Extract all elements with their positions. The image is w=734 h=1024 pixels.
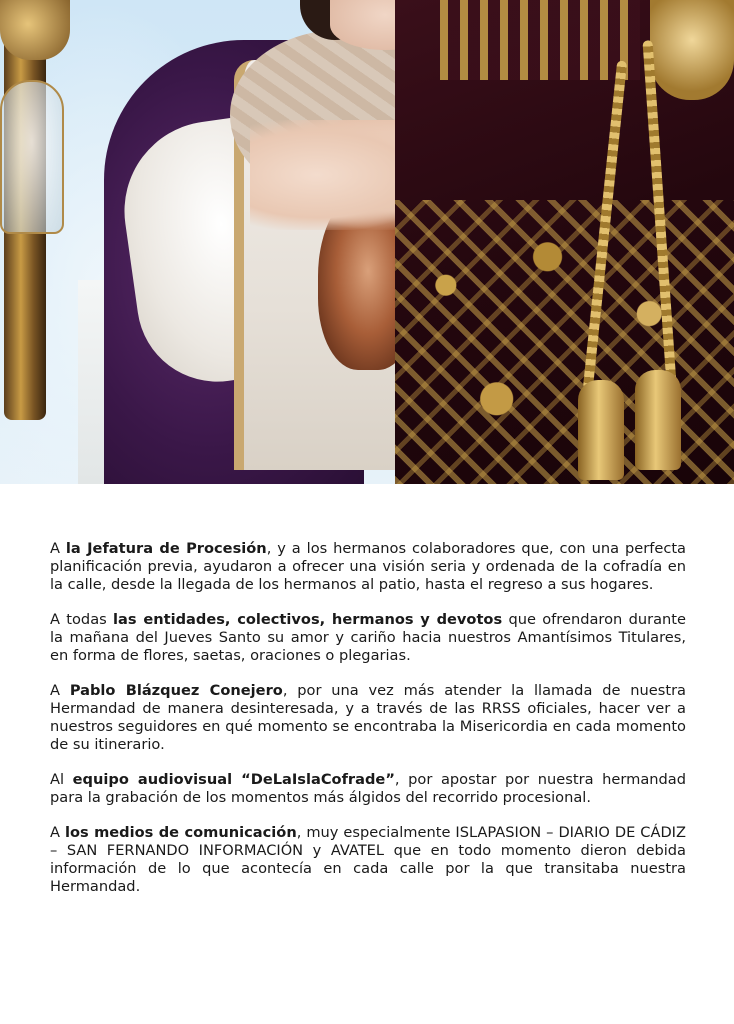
paragraph: A todas las entidades, colectivos, hermanos y devotos que ofrendaron durante la mañana del Jueves Santo su amor y cariño hacia nuestros Amantísimos Titulares, en forma de flores, saetas, oraciones o plegarias. bbox=[50, 611, 686, 664]
bold-highlight: equipo audiovisual “DeLaIslaCofrade” bbox=[72, 771, 395, 788]
bold-highlight: la Jefatura de Procesión bbox=[65, 540, 267, 557]
bold-highlight: los medios de comunicación bbox=[64, 824, 297, 841]
gold-tassel bbox=[578, 380, 624, 480]
gold-tassel bbox=[635, 370, 681, 470]
acknowledgements-text bbox=[50, 540, 686, 913]
bold-highlight: Pablo Blázquez Conejero bbox=[69, 682, 283, 699]
paragraph: A Pablo Blázquez Conejero, por una vez más atender la llamada de nuestra Hermandad de manera desinteresada, y a través de las RRSS oficiales, hacer ver a nuestros seguidores en qué momento se encontraba la Misericordia en cada momento de su itinerario. bbox=[50, 682, 687, 753]
gold-ornament bbox=[650, 0, 734, 100]
embroidery-border bbox=[440, 0, 640, 80]
lantern-glass bbox=[0, 80, 64, 234]
processional-photo bbox=[0, 0, 734, 484]
paragraph: A la Jefatura de Procesión, y a los hermanos colaboradores que, con una perfecta planificación previa, ayudaron a ofrecer una visión seria y ordenada de la cofradía en la calle, desde la llegada de los hermanos al patio, hasta el regreso a sus hogares. bbox=[50, 540, 687, 593]
gold-embroidery bbox=[395, 200, 734, 484]
paragraph: Al equipo audiovisual “DeLaIslaCofrade”, por apostar por nuestra hermandad para la grabación de los momentos más álgidos del recorrido procesional. bbox=[50, 771, 687, 806]
bold-highlight: las entidades, colectivos, hermanos y devotos bbox=[113, 611, 503, 628]
lantern-crown bbox=[0, 0, 70, 60]
paragraph: A los medios de comunicación, muy especialmente ISLAPASION – DIARIO DE CÁDIZ – SAN FERNANDO INFORMACIÓN y AVATEL que en todo momento dieron debida información de lo que acontecía en cada calle por la que transitaba nuestra Hermandad. bbox=[50, 824, 686, 895]
